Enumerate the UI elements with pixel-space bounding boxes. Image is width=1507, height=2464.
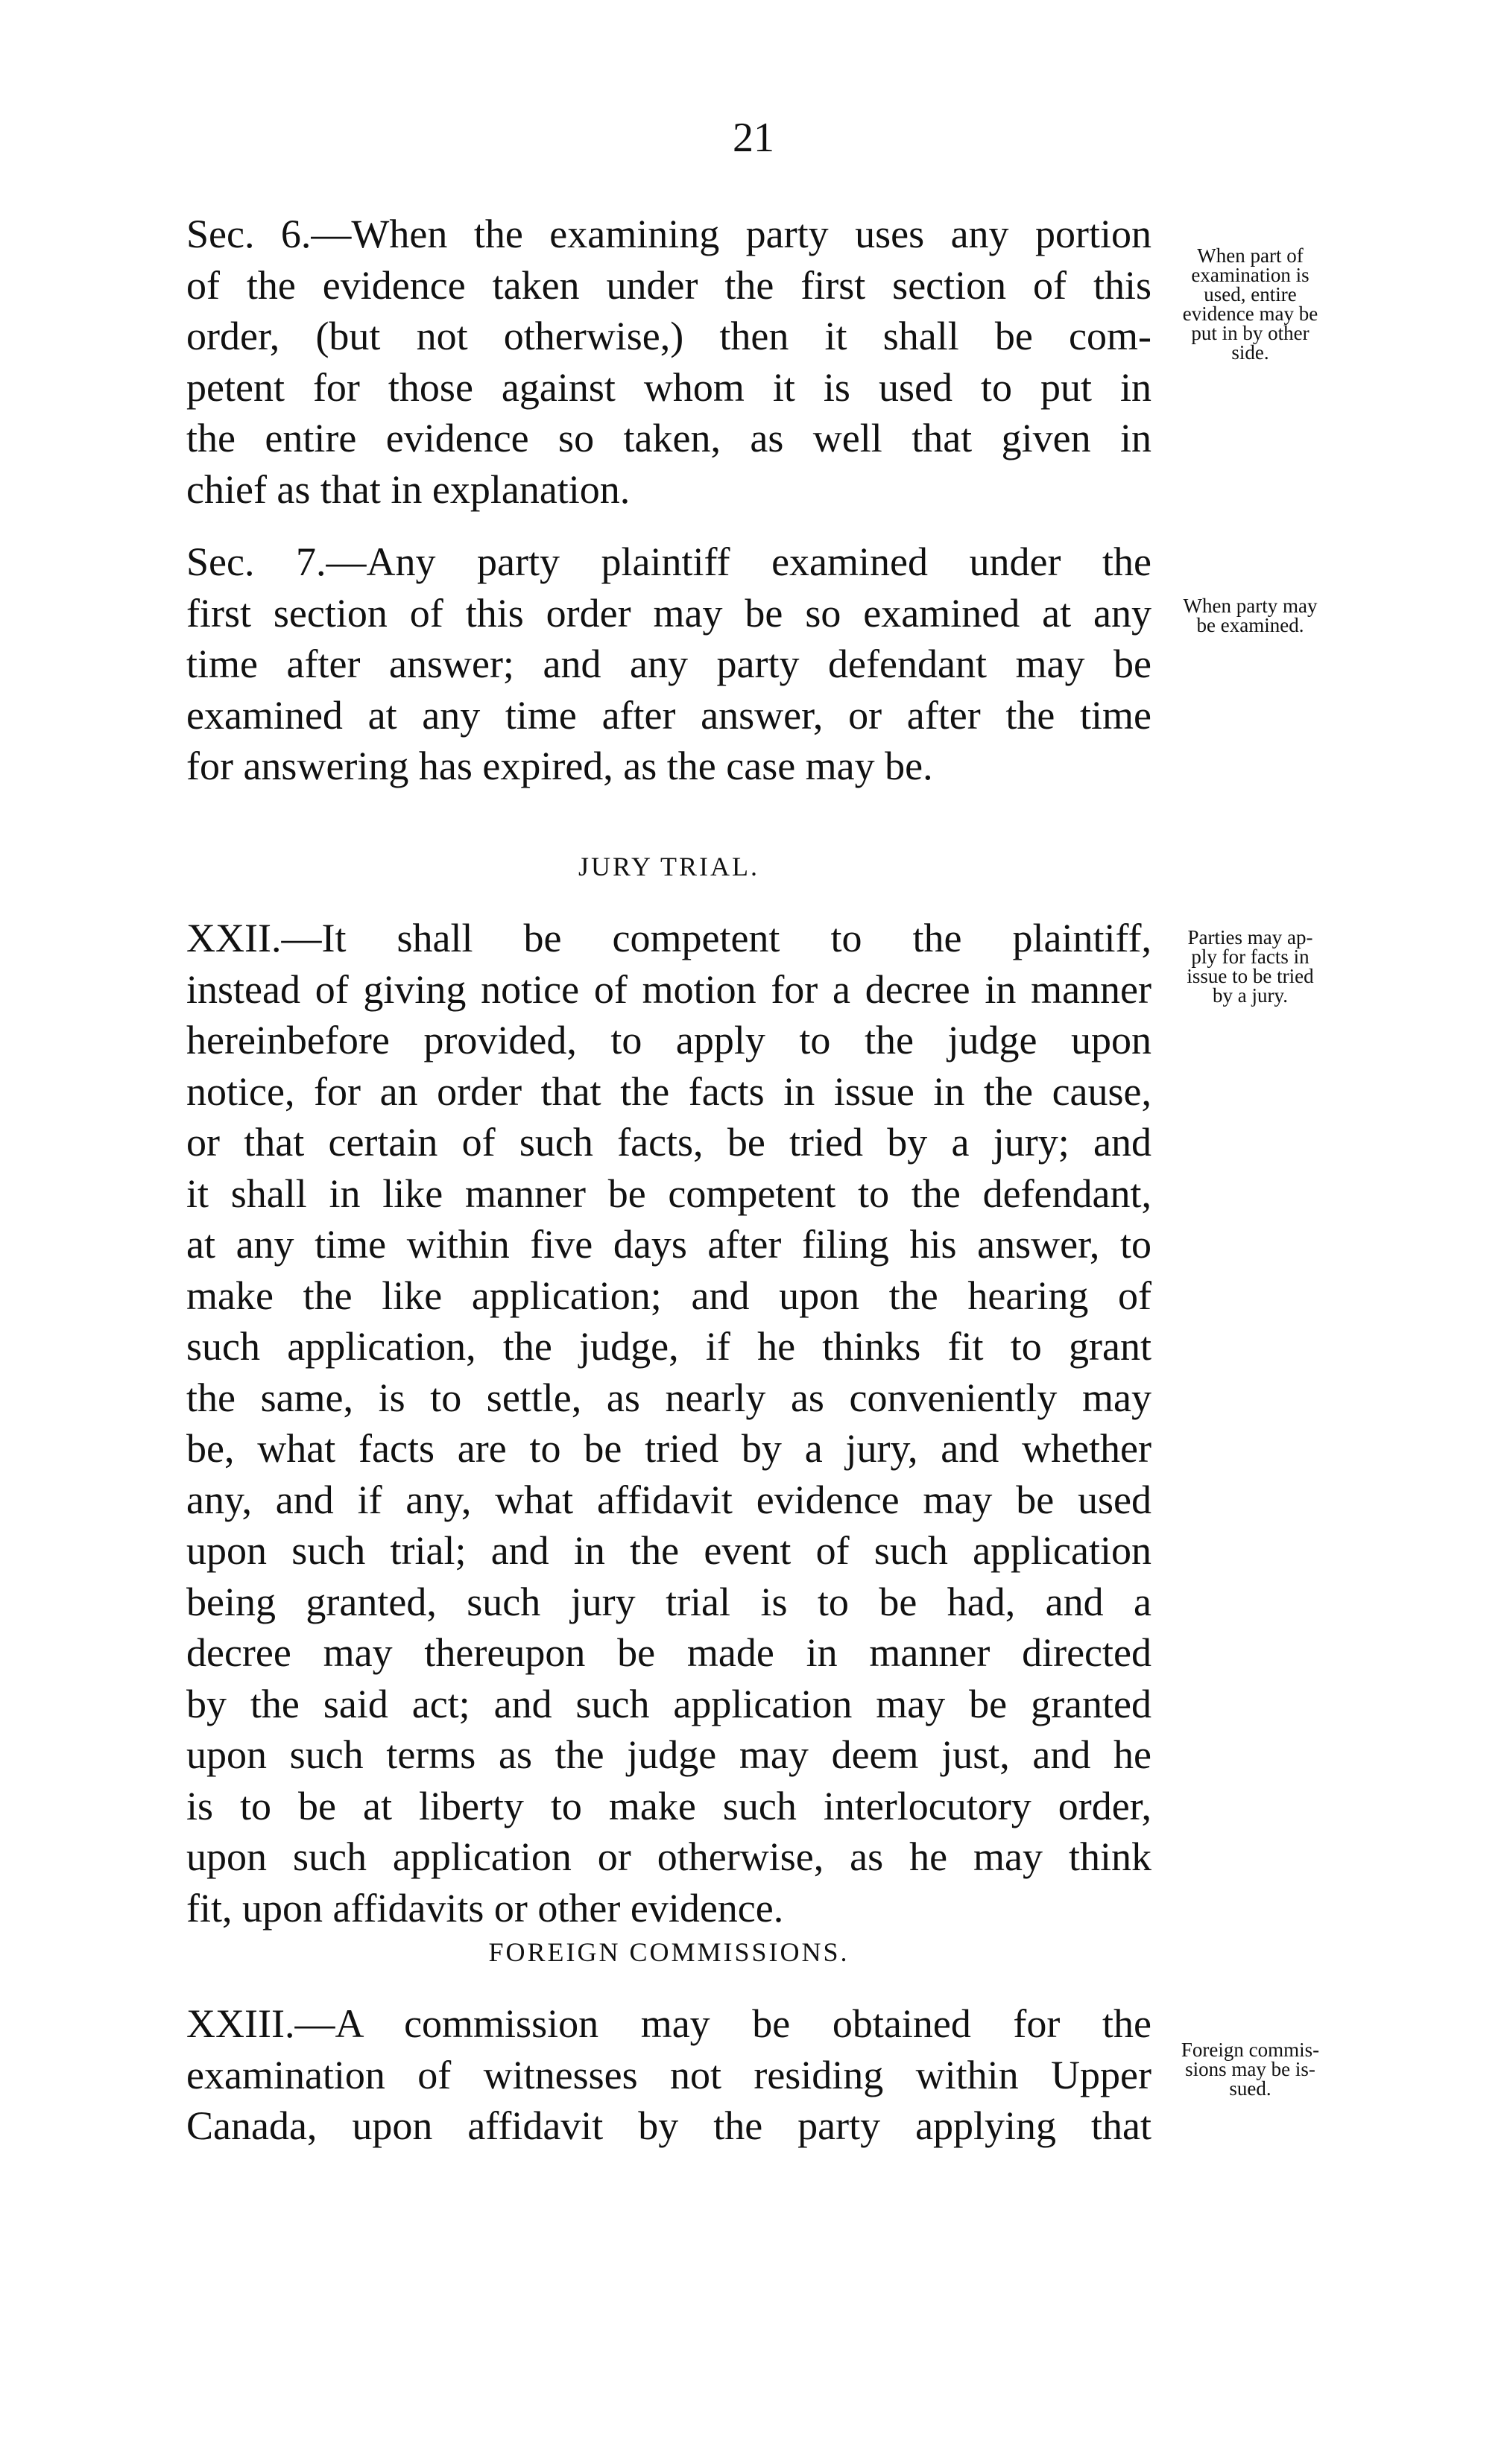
section-6-paragraph: [186, 209, 1151, 515]
paragraph-line: order, (but not otherwise,) then it shall be com-: [186, 314, 1151, 358]
paragraph-line: examination of witnesses not residing within Upper: [186, 2052, 1151, 2097]
paragraph-line: Canada, upon affidavit by the party applying that: [186, 2103, 1151, 2148]
heading-foreign-commissions: FOREIGN COMMISSIONS.: [488, 1937, 850, 1967]
paragraph-line: the same, is to settle, as nearly as conveniently may: [186, 1375, 1151, 1420]
paragraph-line: instead of giving notice of motion for a decree in manner: [186, 966, 1151, 1012]
margin-note-section-6: [1163, 246, 1338, 362]
paragraph-line: such application, the judge, if he thinks fit to grant: [186, 1324, 1151, 1369]
paragraph-line: upon such terms as the judge may deem just, and he: [186, 1732, 1151, 1777]
paragraph-line: upon such application or otherwise, as he may think: [186, 1834, 1151, 1879]
paragraph-line: chief as that in explanation.: [186, 466, 631, 512]
paragraph-line: decree may thereupon be made in manner directed: [186, 1630, 1151, 1675]
margin-note-line: When party may: [1183, 595, 1318, 617]
paragraph-line: XXII.—It shall be competent to the plaintiff,: [186, 916, 1151, 960]
paragraph-line: being granted, such jury trial is to be had, and a: [186, 1579, 1151, 1624]
paragraph-line: hereinbefore provided, to apply to the judge upon: [186, 1018, 1151, 1062]
paragraph-line: time after answer; and any party defendant may be: [186, 642, 1151, 686]
margin-note-foreign-commissions: [1163, 2040, 1338, 2098]
margin-note-line: be examined.: [1196, 614, 1304, 636]
paragraph-line: upon such trial; and in the event of such application: [186, 1528, 1151, 1573]
paragraph-line: fit, upon affidavits or other evidence.: [186, 1885, 784, 1931]
page-number: 21: [733, 115, 774, 161]
paragraph-line: examined at any time after answer, or after the time: [186, 692, 1151, 738]
paragraph-line: first section of this order may be so examined at any: [186, 590, 1151, 636]
margin-note-section-7: [1163, 596, 1338, 635]
paragraph-line: or that certain of such facts, be tried by a jury; and: [186, 1120, 1151, 1165]
heading-jury-trial: JURY TRIAL.: [578, 852, 760, 881]
paragraph-line: Sec. 7.—Any party plaintiff examined under the: [186, 539, 1151, 584]
margin-note-jury-trial: [1163, 928, 1338, 1005]
paragraph-line: any, and if any, what affidavit evidence may be used: [186, 1477, 1151, 1522]
paragraph-line: be, what facts are to be tried by a jury, and whether: [186, 1426, 1151, 1471]
margin-note-line: by a jury.: [1213, 984, 1288, 1007]
paragraph-line: Sec. 6.—When the examining party uses any portion: [186, 212, 1151, 256]
paragraph-line: make the like application; and upon the hearing of: [186, 1273, 1151, 1318]
margin-note-line: used, entire: [1204, 283, 1297, 305]
margin-note-line: side.: [1231, 341, 1269, 364]
margin-note-line: sions may be is-: [1185, 2058, 1315, 2080]
margin-note-line: ply for facts in: [1191, 946, 1309, 968]
margin-note-line: sued.: [1229, 2077, 1271, 2100]
section-7-paragraph: [186, 536, 1151, 792]
paragraph-line: it shall in like manner be competent to the defendant,: [186, 1171, 1151, 1216]
margin-note-line: Parties may ap-: [1187, 926, 1313, 948]
margin-note-line: Foreign commis-: [1181, 2039, 1320, 2061]
margin-note-line: examination is: [1191, 264, 1309, 286]
margin-note-line: evidence may be: [1182, 303, 1318, 325]
paragraph-line: XXIII.—A commission may be obtained for the: [186, 2001, 1151, 2046]
margin-note-line: put in by other: [1191, 322, 1309, 344]
paragraph-line: for answering has expired, as the case may be.: [186, 744, 933, 788]
paragraph-line: at any time within five days after filing his answer, to: [186, 1222, 1151, 1267]
paragraph-line: petent for those against whom it is used to put in: [186, 364, 1151, 410]
paragraph-line: the entire evidence so taken, as well that given in: [186, 416, 1151, 460]
margin-note-line: When part of: [1197, 244, 1304, 267]
section-xxiii-paragraph: [186, 1998, 1151, 2152]
section-xxii-paragraph: [186, 913, 1151, 1933]
paragraph-line: of the evidence taken under the first section of this: [186, 262, 1151, 308]
margin-note-line: issue to be tried: [1187, 965, 1314, 987]
paragraph-line: by the said act; and such application may be granted: [186, 1681, 1151, 1726]
paragraph-line: notice, for an order that the facts in issue in the cause,: [186, 1068, 1151, 1114]
paragraph-line: is to be at liberty to make such interlocutory order,: [186, 1783, 1151, 1828]
